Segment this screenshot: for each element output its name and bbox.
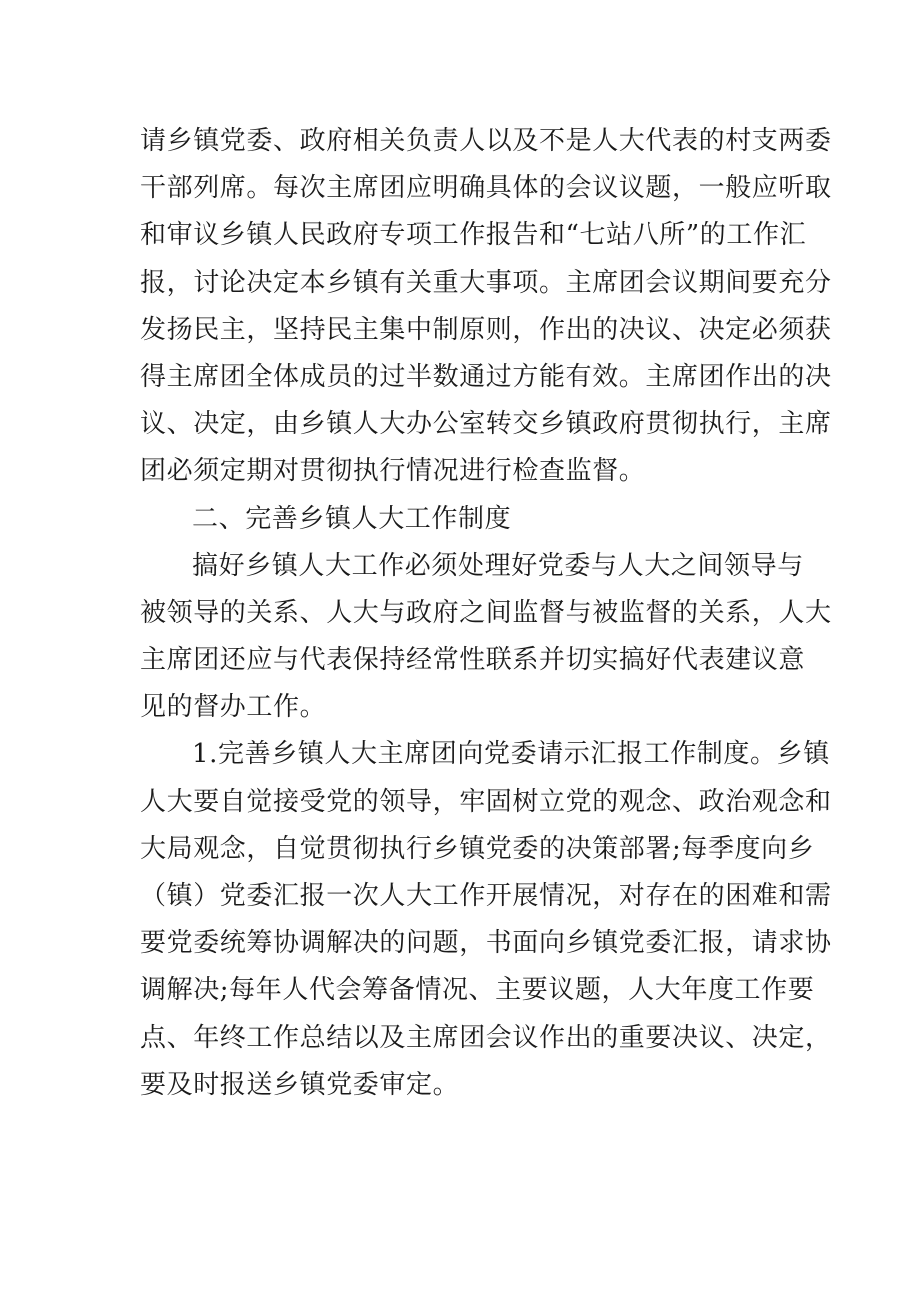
text-line: 请乡镇党委、政府相关负责人以及不是人大代表的村支两委 — [140, 126, 832, 156]
text-line: 要及时报送乡镇党委审定。 — [140, 1069, 460, 1100]
text-line: 人大要自觉接受党的领导，牢固树立党的观念、政治观念和 — [140, 786, 832, 817]
text-line: 和审议乡镇人民政府专项工作报告和“七站八所”的工作汇 — [140, 220, 807, 251]
text-line: 搞好乡镇人大工作必须处理好党委与人大之间领导与 — [192, 550, 804, 581]
text-line: 团必须定期对贯彻执行情况进行检查监督。 — [140, 456, 646, 487]
text-line: 1.完善乡镇人大主席团向党委请示汇报工作制度。乡镇 — [192, 739, 830, 770]
text-line: 二、完善乡镇人大工作制度 — [192, 503, 512, 534]
text-line: 见的督办工作。 — [140, 692, 327, 723]
text-line: 议、决定，由乡镇人大办公室转交乡镇政府贯彻执行，主席 — [140, 409, 832, 440]
text-line: 调解决;每年人代会筹备情况、主要议题，人大年度工作要 — [140, 975, 815, 1006]
text-line: 得主席团全体成员的过半数通过方能有效。主席团作出的决 — [140, 361, 832, 392]
text-line: 点、年终工作总结以及主席团会议作出的重要决议、决定， — [140, 1022, 832, 1053]
text-line: 报，讨论决定本乡镇有关重大事项。主席团会议期间要充分 — [140, 267, 832, 298]
text-line: 要党委统筹协调解决的问题，书面向乡镇党委汇报，请求协 — [140, 928, 832, 959]
text-line: 主席团还应与代表保持经常性联系并切实搞好代表建议意 — [140, 645, 806, 676]
document-body — [140, 118, 832, 1109]
text-line: 大局观念，自觉贯彻执行乡镇党委的决策部署;每季度向乡 — [140, 833, 815, 864]
text-line: 干部列席。每次主席团应明确具体的会议议题，一般应听取 — [140, 173, 832, 204]
text-line: （镇）党委汇报一次人大工作开展情况，对存在的困难和需 — [140, 881, 832, 911]
text-line: 发扬民主，坚持民主集中制原则，作出的决议、决定必须获 — [140, 314, 832, 345]
text-line: 被领导的关系、人大与政府之间监督与被监督的关系，人大 — [140, 597, 832, 628]
